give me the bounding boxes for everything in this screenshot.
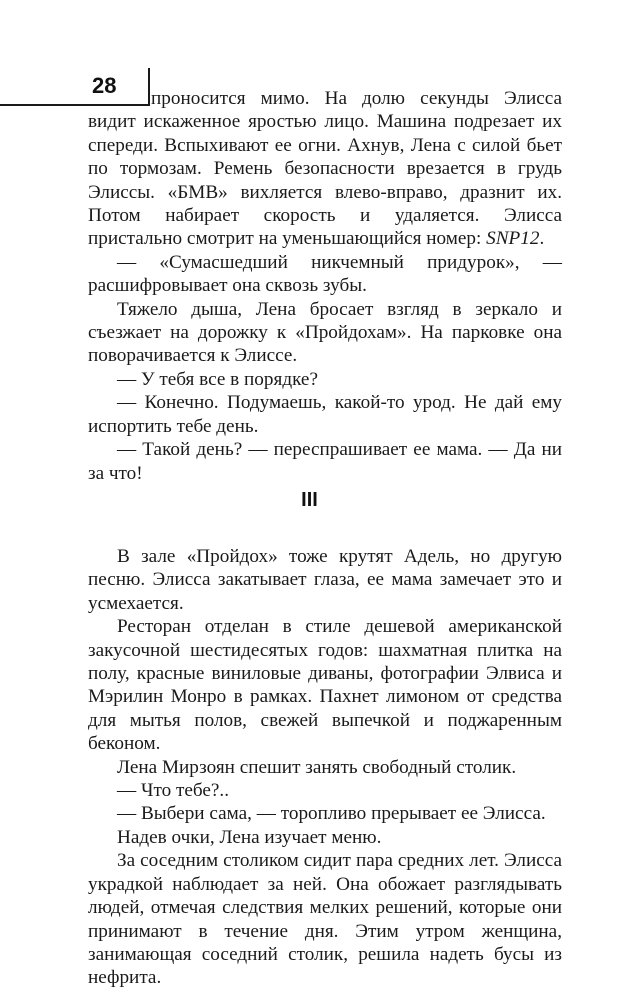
paragraph: — Конечно. Подумаешь, какой-то урод. Не дай ему испортить тебе день. <box>88 392 562 437</box>
paragraph: — Такой день? — переспрашивает ее мама. — Да ни за что! <box>88 439 562 484</box>
paragraph: В зале «Пройдох» тоже крутят Адель, но другую песню. Элисса закатывает глаза, ее мама замечает это и усмехается. <box>88 546 562 614</box>
paragraph-text: проносится мимо. На долю секунды Элисса видит искаженное яростью лицо. Машина подрезает их спереди. Вспыхивают ее огни. Ахнув, Лена с силой бьет по тормозам. Ремень безопасности врезается в грудь Элиссы. «БМВ» вихляется влево-вправо, дразнит их. Потом набирает скорость и удаляется. Элисса пристально смотрит на уменьшающийся номер: <box>88 88 562 250</box>
paragraph: Ресторан отделан в стиле дешевой американской закусочной шестидесятых годов: шахматная плитка на полу, красные виниловые диваны, фотографии Элвиса и Мэрилин Монро в рамках. Пахнет лимоном от средства для мытья полов, свежей выпечкой и поджаренным беконом. <box>88 616 562 755</box>
paragraph: Надев очки, Лена изучает меню. <box>117 826 382 848</box>
paragraph: — «Сумасшедший никчемный придурок», — расшифровывает она сквозь зубы. <box>88 251 562 297</box>
text-block-top <box>88 87 562 485</box>
text-block-bottom <box>88 545 562 990</box>
paragraph: — Выбери сама, — торопливо прерывает ее Элисса. <box>117 803 546 825</box>
license-plate: SNP12 <box>486 228 540 250</box>
section-heading: III <box>301 489 318 511</box>
page-number: 28 <box>92 73 117 98</box>
paragraph: Лена Мирзоян спешит занять свободный столик. <box>117 756 517 778</box>
paragraph <box>88 87 562 251</box>
paragraph: За соседним столиком сидит пара средних лет. Элисса украдкой наблюдает за ней. Она обожает разглядывать людей, отмечая следствия мелких решений, которые они принимают в течение дня. Этим утром женщина, занимающая соседний столик, решила надеть бусы из нефрита. <box>88 850 562 989</box>
paragraph: — Что тебе?.. <box>117 780 230 802</box>
paragraph-end: . <box>539 228 545 250</box>
paragraph: — У тебя все в порядке? <box>117 368 318 390</box>
paragraph: Тяжело дыша, Лена бросает взгляд в зеркало и съезжает на дорожку к «Пройдохам». На парковке она поворачивается к Элиссе. <box>88 298 562 367</box>
